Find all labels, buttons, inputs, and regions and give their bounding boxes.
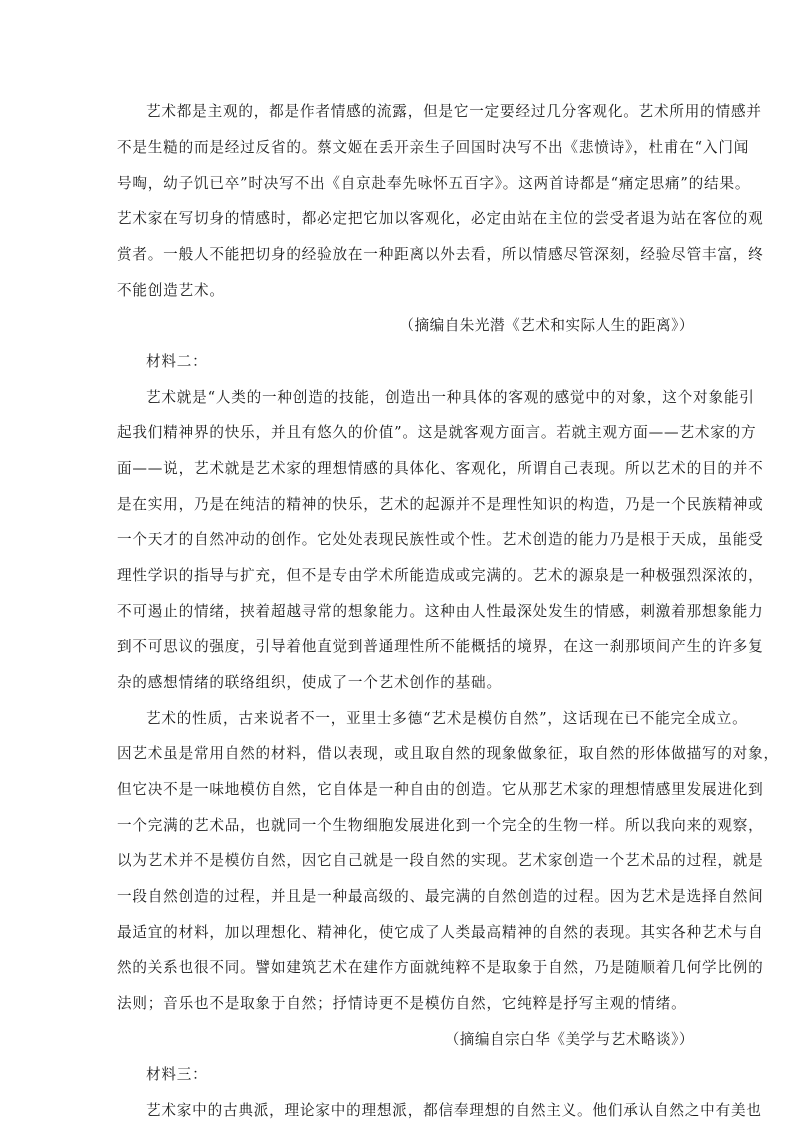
paragraph-line: 一个天才的自然冲动的创作。它处处表现民族性或个性。艺术创造的能力乃是根于天成，虽能受 (117, 531, 764, 548)
paragraph-line: 不能创造艺术。 (117, 282, 225, 299)
paragraph-line: 赏者。一般人不能把切身的经验放在一种距离以外去看，所以情感尽管深刻，经验尽管丰富，终 (117, 246, 764, 263)
paragraph-line: 最适宜的材料，加以理想化、精神化，使它成了人类最高精神的自然的表现。其实各种艺术与自 (117, 924, 764, 941)
paragraph-line: 理性学识的指导与扩充，但不是专由学术所能造成或完满的。艺术的源泉是一种极强烈深浓的， (117, 567, 764, 584)
paragraph-line: 因艺术虽是常用自然的材料，借以表现，或且取自然的现象做象征，取自然的形体做描写的对象， (117, 745, 779, 762)
source-citation: （摘编自朱光潜《艺术和实际人生的距离》） (399, 317, 694, 334)
paragraph-line: 不可遏止的情绪，挟着超越寻常的想象能力。这种由人性最深处发生的情感，刺激着那想象能力 (117, 603, 764, 620)
paragraph-line: 艺术的性质，古来说者不一，亚里士多德“艺术是模仿自然”，这话现在已不能完全成立。 (146, 710, 748, 727)
paragraph-line: 一段自然创造的过程，并且是一种最高级的、最完满的自然创造的过程。因为艺术是选择自然间 (117, 888, 764, 905)
source-citation: （摘编自宗白华《美学与艺术略谈》） (444, 1031, 694, 1048)
paragraph-line: 以为艺术并不是模仿自然，因它自己就是一段自然的实现。艺术家创造一个艺术品的过程，就是 (117, 852, 764, 869)
paragraph-line: 到不可思议的强度，引导着他直觉到普通理性所不能概括的境界，在这一刹那顷间产生的许多复 (117, 638, 764, 655)
paragraph-line: 一个完满的艺术品，也就同一个生物细胞发展进化到一个完全的生物一样。所以我向来的观察， (117, 817, 764, 834)
paragraph-line: 然的关系也很不同。譬如建筑艺术在建作方面就纯粹不是取象于自然，乃是随顺着几何学比例的 (117, 959, 764, 976)
paragraph-line: 杂的感想情绪的联络组织，使成了一个艺术创作的基础。 (117, 674, 502, 691)
paragraph-line: 艺术都是主观的，都是作者情感的流露，但是它一定要经过几分客观化。艺术所用的情感并 (146, 103, 762, 120)
section-label: 材料三： (146, 1066, 208, 1083)
section-label: 材料二： (146, 353, 208, 370)
paragraph-line: 法则；音乐也不是取象于自然；抒情诗更不是模仿自然，它纯粹是抒写主观的情绪。 (117, 995, 687, 1012)
paragraph-line: 面——说，艺术就是艺术家的理想情感的具体化、客观化，所谓自己表现。所以艺术的目的并不 (117, 460, 764, 477)
paragraph-line: 但它决不是一味地模仿自然，它自体是一种自由的创造。它从那艺术家的理想情感里发展进化到 (117, 781, 764, 798)
paragraph-line: 艺术家中的古典派，理论家中的理想派，都信奉理想的自然主义。他们承认自然之中有美也 (146, 1102, 762, 1119)
paragraph-line: 不是生糙的而是经过反省的。蔡文姬在丢开亲生子回国时决写不出《悲愤诗》，杜甫在“入门闻 (117, 139, 750, 156)
paragraph-line: 是在实用，乃是在纯洁的精神的快乐，艺术的起源并不是理性知识的构造，乃是一个民族精神或 (117, 496, 764, 513)
paragraph-line: 号啕，幼子饥已卒”时决写不出《自京赴奉先咏怀五百字》。这两首诗都是“痛定思痛”的结果。 (117, 175, 751, 192)
paragraph-line: 艺术就是“人类的一种创造的技能，创造出一种具体的客观的感觉中的对象，这个对象能引 (146, 389, 755, 406)
paragraph-line: 艺术家在写切身的情感时，都必定把它加以客观化，必定由站在主位的尝受者退为站在客位的观 (117, 210, 764, 227)
paragraph-line: 起我们精神界的快乐，并且有悠久的价值”。这是就客观方面言。若就主观方面——艺术家的方 (117, 424, 757, 441)
